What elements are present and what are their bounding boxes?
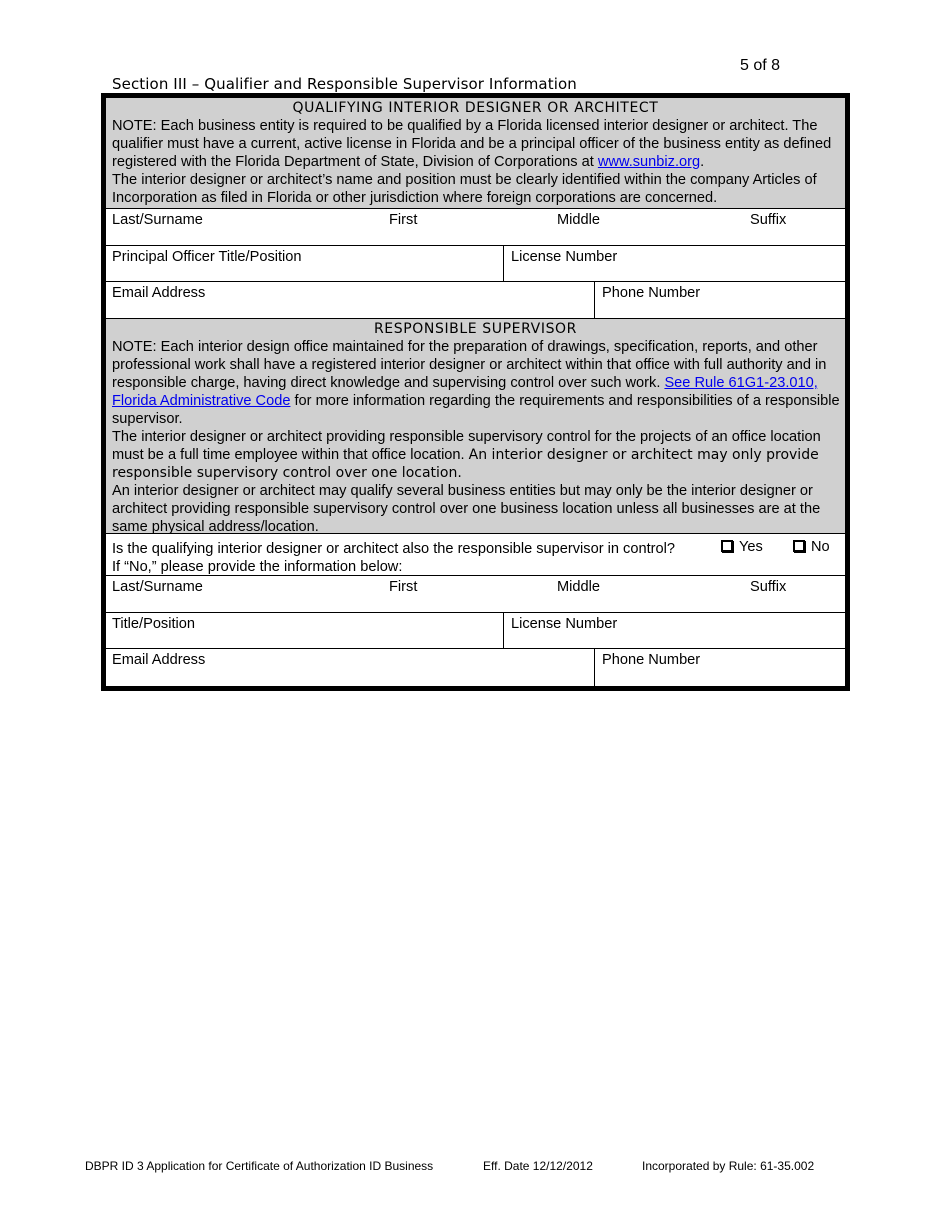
supervisor-contact-row xyxy=(106,648,845,686)
license-number-label: License Number xyxy=(511,249,618,265)
supervisor-name-row[interactable] xyxy=(106,575,845,612)
middle-name-label: Middle xyxy=(557,212,600,228)
rule-link[interactable]: See Rule 61G1-23.010, Florida Administrative Code xyxy=(112,375,818,409)
if-no-instruction: If “No,” please provide the information below: xyxy=(112,559,403,575)
supervisor-note-p3: An interior designer or architect may qualify several business entities but may only be the interior designer or architect providing responsible supervisory control over one business location unless all businesses are at the same physical address/location. xyxy=(112,483,821,535)
qualifier-name-row[interactable] xyxy=(106,208,845,245)
phone-label: Phone Number xyxy=(602,285,701,301)
supervisor-question-row xyxy=(106,533,845,575)
first-name-label: First xyxy=(389,212,418,228)
yes-option[interactable] xyxy=(721,538,763,556)
supervisor-note-p2b: An interior designer or architect may only provide responsible supervisory control over one location. xyxy=(112,447,819,481)
supervisor-note xyxy=(106,338,845,536)
last-surname-label: Last/Surname xyxy=(112,212,203,228)
form-table xyxy=(105,97,846,687)
footer-form-id: DBPR ID 3 Application for Certificate of Authorization ID Business xyxy=(85,1159,434,1173)
title-position-label: Principal Officer Title/Position xyxy=(112,249,302,265)
column-divider xyxy=(594,649,595,686)
email-label: Email Address xyxy=(112,652,206,668)
no-option[interactable] xyxy=(793,538,830,556)
column-divider xyxy=(503,246,504,281)
suffix-label: Suffix xyxy=(750,212,787,228)
yes-checkbox[interactable] xyxy=(721,540,733,552)
no-label: No xyxy=(811,539,830,555)
qualifier-note-block xyxy=(106,98,845,208)
title-position-label: Title/Position xyxy=(112,616,196,632)
footer-rule: Incorporated by Rule: 61-35.002 xyxy=(642,1159,815,1173)
supervisor-note-p2a: The interior designer or architect providing responsible supervisory control for the projects of an office location must be a full time employee within that office location. xyxy=(112,429,821,463)
supervisor-note-p1: NOTE: Each interior design office maintained for the preparation of drawings, specification, reports, and other professional work shall have a registered interior designer or architect within that office with full authority and in responsible charge, having direct knowledge and supervising control over such work. xyxy=(112,339,827,391)
phone-label: Phone Number xyxy=(602,652,701,668)
qualifier-title-row xyxy=(106,245,845,281)
first-name-label: First xyxy=(389,579,418,595)
supervisor-question: Is the qualifying interior designer or architect also the responsible supervisor in control? xyxy=(112,541,675,557)
suffix-label: Suffix xyxy=(750,579,787,595)
footer-eff-date: Eff. Date 12/12/2012 xyxy=(483,1159,593,1173)
last-surname-label: Last/Surname xyxy=(112,579,203,595)
yes-label: Yes xyxy=(739,539,763,555)
column-divider xyxy=(594,282,595,318)
qualifier-note-period: . xyxy=(700,154,705,170)
page-number: 5 of 8 xyxy=(740,57,781,74)
section-title: Section III – Qualifier and Responsible Supervisor Information xyxy=(112,75,577,93)
sunbiz-link[interactable]: www.sunbiz.org xyxy=(597,154,701,170)
supervisor-note-block xyxy=(106,318,845,533)
middle-name-label: Middle xyxy=(557,579,600,595)
qualifier-heading: QUALIFYING INTERIOR DESIGNER OR ARCHITECT xyxy=(292,100,659,116)
supervisor-note-p1-suffix: for more information regarding the requirements and responsibilities of a responsible supervisor. xyxy=(112,393,840,427)
qualifier-contact-row xyxy=(106,281,845,318)
supervisor-heading: RESPONSIBLE SUPERVISOR xyxy=(373,321,578,337)
license-number-label: License Number xyxy=(511,616,618,632)
no-checkbox[interactable] xyxy=(793,540,805,552)
qualifier-note-text: NOTE: Each business entity is required to be qualified by a Florida licensed interior designer or architect. The qualifier must have a current, active license in Florida and be a principal officer of the business entity as defined registered with the Florida Department of State, Division of Corporations at xyxy=(112,118,832,170)
qualifier-note xyxy=(106,117,845,207)
column-divider xyxy=(503,613,504,648)
supervisor-title-row xyxy=(106,612,845,648)
qualifier-note-line2: The interior designer or architect’s name and position must be clearly identified within the company Articles of Incorporation as filed in Florida or other jurisdiction where foreign corporations are concerned. xyxy=(112,172,817,206)
email-label: Email Address xyxy=(112,285,206,301)
